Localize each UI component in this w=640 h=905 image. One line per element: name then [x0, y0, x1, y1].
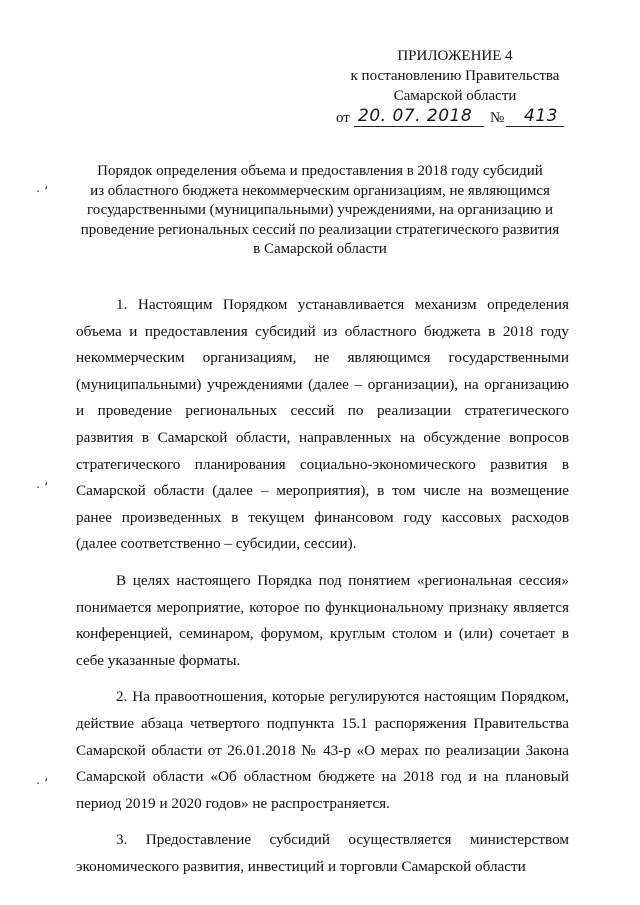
appendix-title: ПРИЛОЖЕНИЕ 4 [397, 48, 513, 64]
title-line-2: из областного бюджета некоммерческим организациям, не являющимся [90, 182, 550, 199]
document-body [76, 292, 569, 888]
title-line-3: государственными (муниципальными) учреждениями, на организацию и [86, 202, 554, 218]
title-line-5: в Самарской области [253, 241, 387, 257]
paragraph-3: 2. На правоотношения, которые регулируются настоящим Порядком, действие абзаца четвертого подпункта 15.1 распоряжения Правительства Самарской области от 26.01.2018 № 43-р «О мерах по реализации Закона Самарской области «Об областном бюджете на 2018 год и на плановый период 2019 и 2020 годов» не распространяется. [76, 688, 569, 812]
document-title [60, 162, 580, 260]
paragraph-4: 3. Предоставление субсидий осуществляется министерством экономического развития, инвестиций и торговли Самарской области [76, 831, 569, 875]
appendix-resolution-line: к постановлению Правительства [350, 68, 560, 84]
title-line-4: проведение региональных сессий по реализации стратегического развития [80, 221, 560, 238]
number-prefix: № [490, 110, 505, 126]
paragraph-2: В целях настоящего Порядка под понятием «региональная сессия» понимается мероприятие, которое по функциональному признаку является конференцией, семинаром, форумом, круглым столом и (или) сочетает в себе указанные форматы. [76, 571, 569, 669]
appendix-region-line: Самарской области [393, 88, 517, 104]
handwritten-number: 413 [524, 106, 558, 126]
appendix-date-number-row [330, 106, 580, 128]
date-underline [354, 126, 484, 127]
date-prefix: от [336, 110, 350, 126]
scan-mark-2: · ‘ [36, 481, 49, 496]
scan-mark-3: · ‘ [36, 777, 49, 792]
appendix-header [330, 46, 580, 128]
number-underline [506, 126, 564, 127]
title-line-1: Порядок определения объема и предоставления в 2018 году субсидий [97, 163, 543, 179]
paragraph-1: 1. Настоящим Порядком устанавливается механизм определения объема и предоставления субсидий из областного бюджета в 2018 году некоммерческим организациям, не являющимся государственными (муниципальными) учреждениями (далее – организации), на организацию и проведение региональных сессий по реализации стратегического развития в Самарской области, направленных на обсуждение вопросов стратегического планирования социально-экономического развития в Самарской области (далее – мероприятия), в том числе на возмещение ранее произведенных в текущем финансовом году кассовых расходов (далее соответственно – субсидии, сессии). [76, 296, 569, 553]
handwritten-date: 20. 07. 2018 [358, 106, 473, 126]
scan-mark-1: · ‘ [36, 185, 49, 200]
